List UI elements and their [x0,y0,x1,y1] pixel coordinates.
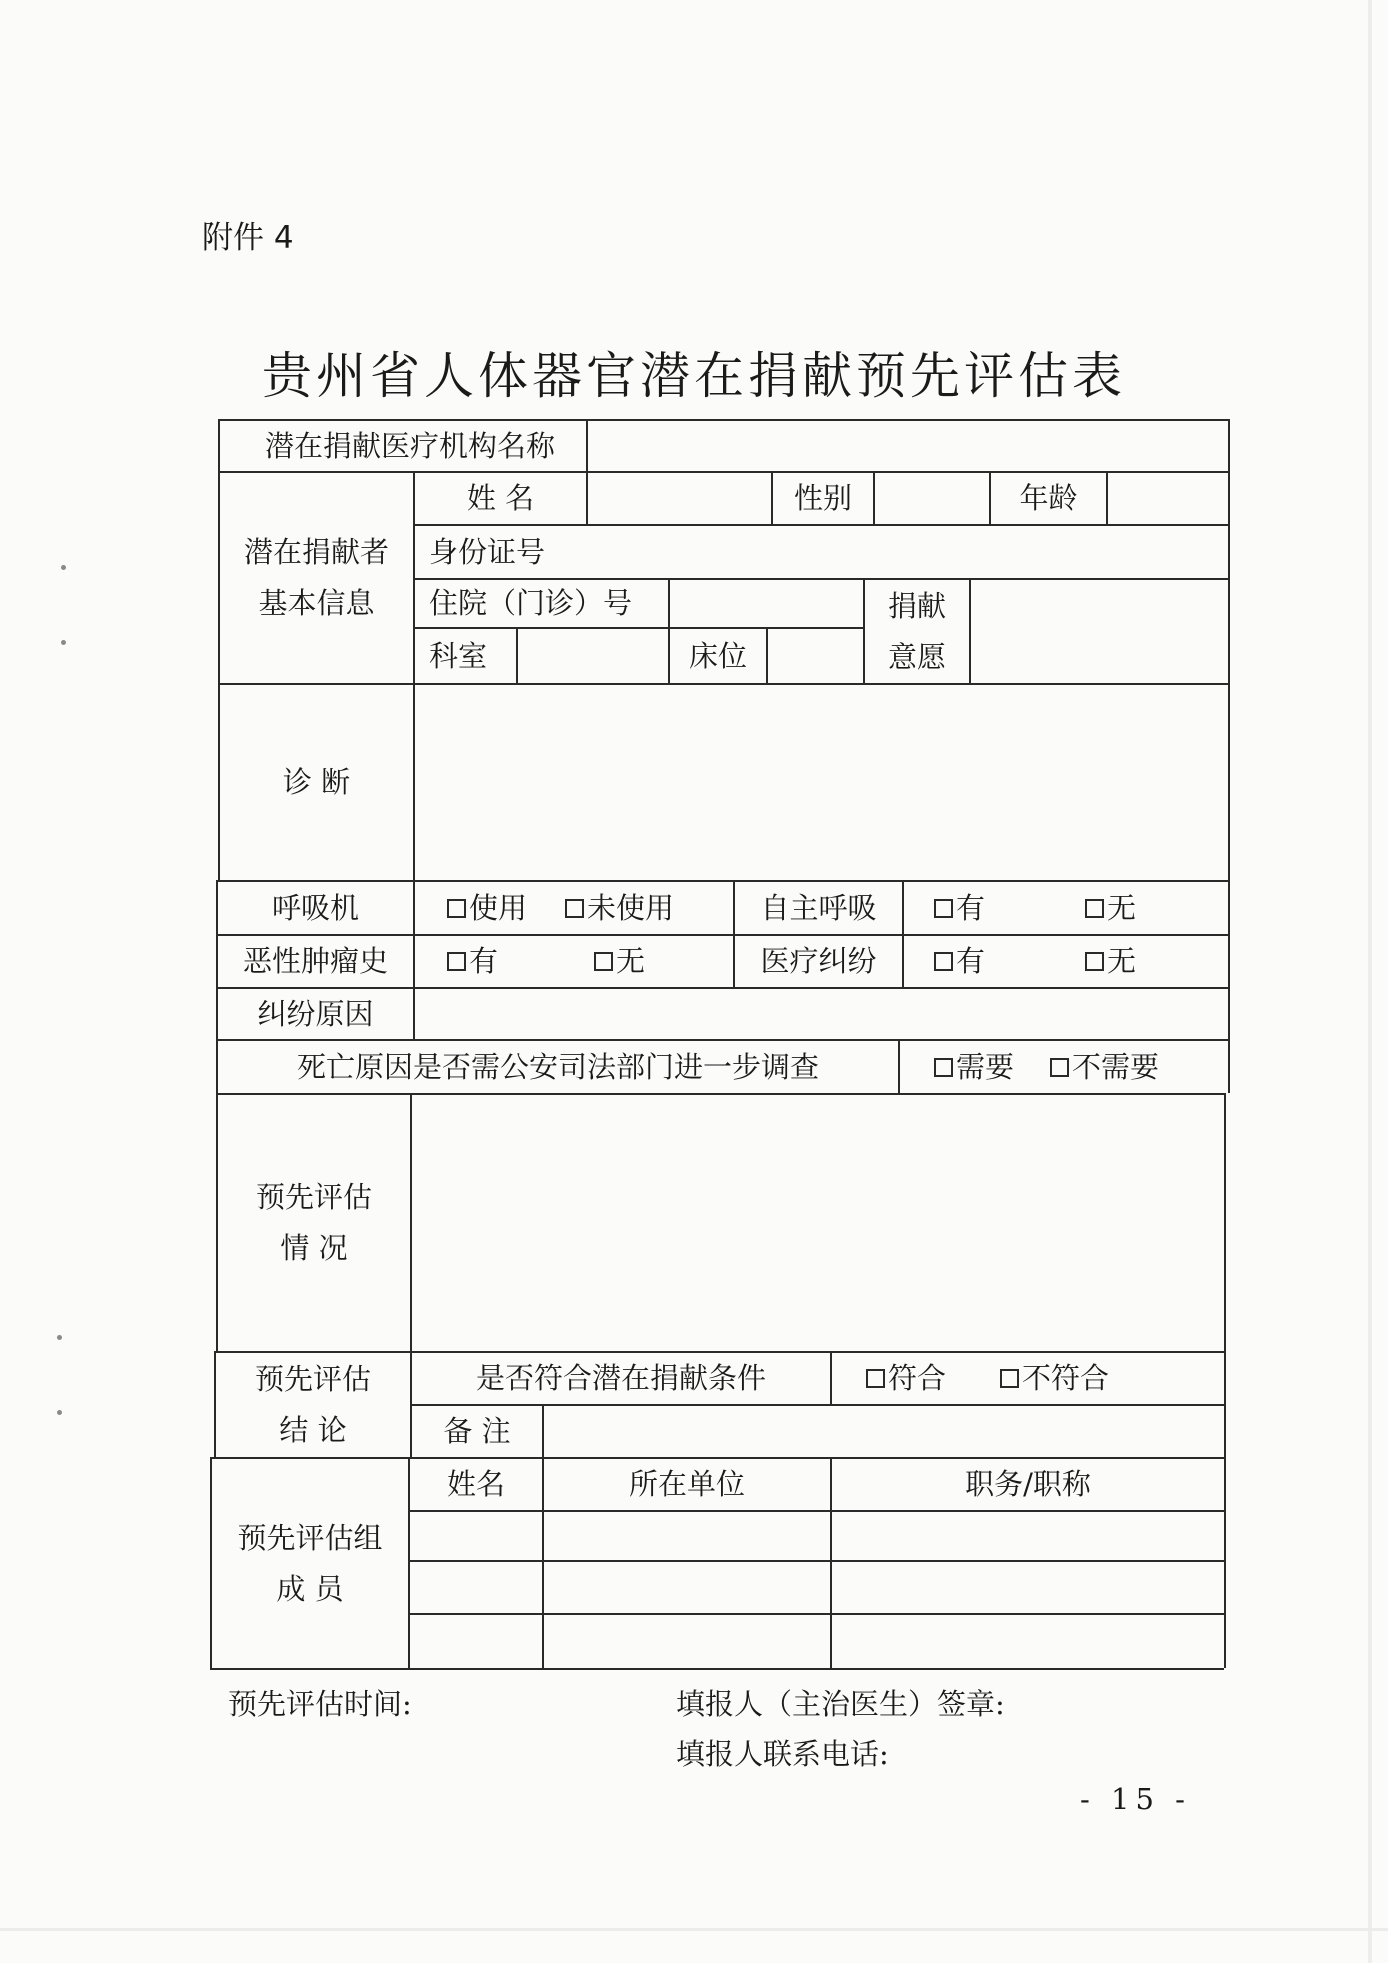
donation-will-label-line1: 捐献 [887,588,946,623]
investigation-label: 死亡原因是否需公安司法部门进一步调查 [296,1049,819,1084]
checkbox-icon [934,1058,953,1077]
team-label [212,1459,408,1668]
dispute-reason-field[interactable] [415,989,1228,1039]
team-title-field[interactable] [832,1562,1224,1613]
team-col-unit: 所在单位 [628,1467,745,1502]
checkbox-icon [934,899,953,918]
team-title-field[interactable] [832,1615,1224,1668]
checkbox-icon [1085,899,1104,918]
team-unit-field[interactable] [544,1512,830,1560]
meets-conditions-label: 是否符合潜在捐献条件 [475,1361,766,1396]
team-unit-field[interactable] [544,1562,830,1613]
checkbox-icon [565,899,584,918]
team-label-line2: 成 员 [276,1571,344,1606]
page-number: - 15 - [1080,1782,1191,1816]
tumor-yes-label: 有 [469,944,499,979]
meets-yes-checkbox[interactable] [866,1353,946,1404]
checkbox-icon [447,899,466,918]
donation-will-label-line2: 意愿 [887,639,946,674]
donor-section-label-line2: 基本信息 [258,586,375,620]
breathing-no-label: 无 [1107,890,1137,925]
ventilator-unused-checkbox[interactable] [565,883,674,934]
gender-field[interactable] [875,473,989,524]
assessment-label-line1: 预先评估 [255,1180,372,1215]
team-name-field[interactable] [410,1562,542,1613]
team-col-name: 姓名 [446,1467,505,1502]
checkbox-icon [447,952,466,971]
assessment-time-label: 预先评估时间: [228,1687,412,1721]
tumor-yes-checkbox[interactable] [447,936,498,987]
assessment-field[interactable] [412,1095,1224,1351]
team-name-field[interactable] [410,1615,542,1668]
donor-section-label [220,473,413,683]
team-title-field[interactable] [832,1512,1224,1560]
checkbox-icon [1000,1369,1019,1388]
checkbox-icon [594,952,613,971]
name-field[interactable] [588,473,771,524]
institution-field[interactable] [588,421,1228,471]
team-col-title: 职务/职称 [965,1467,1091,1502]
scan-speck [57,1335,62,1340]
spontaneous-breathing-options [904,882,1228,934]
reporter-phone-label: 填报人联系电话: [676,1737,889,1771]
dispute-no-label: 无 [1107,944,1137,979]
page-title: 贵州省人体器官潜在捐献预先评估表 [262,347,1126,405]
tumor-history-options [415,936,733,987]
breathing-no-checkbox[interactable] [1085,883,1136,934]
conclusion-label-line1: 预先评估 [254,1362,371,1397]
ventilator-used-checkbox[interactable] [447,883,527,934]
conclusion-label-line2: 结 论 [279,1413,347,1447]
donation-will-field[interactable] [971,580,1228,683]
meets-no-checkbox[interactable] [1000,1353,1109,1404]
checkbox-icon [866,1369,885,1388]
institution-label: 潜在捐献医疗机构名称 [264,428,555,463]
scan-edge [0,1928,1388,1931]
breathing-yes-label: 有 [956,890,986,925]
scan-speck [61,640,66,645]
team-name-field[interactable] [410,1512,542,1560]
diagnosis-field[interactable] [415,685,1228,880]
id-label: 身份证号 [429,534,546,569]
ventilator-used-label: 使用 [469,890,528,925]
name-label: 姓 名 [466,481,535,516]
bed-label: 床位 [688,638,747,673]
investigation-options [900,1041,1228,1093]
investigation-not-needed-checkbox[interactable] [1050,1042,1159,1093]
attachment-label: 附件 4 [202,220,294,256]
meets-no-label: 不符合 [1022,1361,1110,1396]
dispute-yes-checkbox[interactable] [934,936,985,987]
team-label-line1: 预先评估组 [237,1520,383,1555]
donor-section-label-line1: 潜在捐献者 [243,535,389,570]
department-field[interactable] [518,629,668,683]
ventilator-options [415,882,733,934]
tumor-no-checkbox[interactable] [594,936,645,987]
reporter-signature-label: 填报人（主治医生）签章: [676,1687,1005,1721]
checkbox-icon [1050,1058,1069,1077]
hospital-no-label: 住院（门诊）号 [429,586,633,621]
donation-will-label [865,580,969,683]
assessment-label [218,1095,410,1351]
age-label: 年龄 [1019,481,1078,516]
investigation-not-needed-label: 不需要 [1072,1049,1160,1084]
id-field[interactable] [588,526,1228,578]
gender-label: 性别 [793,481,852,516]
tumor-history-label: 恶性肿瘤史 [242,944,388,979]
meets-options [832,1353,1224,1404]
checkbox-icon [934,952,953,971]
tumor-no-label: 无 [616,944,646,979]
checkbox-icon [1085,952,1104,971]
bed-field[interactable] [768,629,863,683]
dispute-reason-label: 纠纷原因 [257,996,374,1031]
scan-speck [57,1410,62,1415]
ventilator-unused-label: 未使用 [587,890,675,925]
spontaneous-breathing-label: 自主呼吸 [760,890,877,925]
diagnosis-label: 诊 断 [282,765,351,800]
scan-speck [61,565,66,570]
remarks-field[interactable] [544,1406,1224,1457]
meets-yes-label: 符合 [888,1361,947,1396]
scan-edge [1368,0,1372,1963]
team-unit-field[interactable] [544,1615,830,1668]
investigation-needed-label: 需要 [956,1049,1015,1084]
assessment-label-line2: 情 况 [280,1231,348,1265]
ventilator-label: 呼吸机 [271,890,359,925]
dispute-yes-label: 有 [956,944,986,979]
medical-dispute-options [904,936,1228,987]
department-label: 科室 [429,638,488,673]
dispute-no-checkbox[interactable] [1085,936,1136,987]
investigation-needed-checkbox[interactable] [934,1042,1014,1093]
conclusion-label [216,1353,410,1457]
age-field[interactable] [1108,473,1228,524]
remarks-label: 备 注 [443,1414,511,1449]
hospital-no-field[interactable] [670,580,863,627]
breathing-yes-checkbox[interactable] [934,883,985,934]
medical-dispute-label: 医疗纠纷 [760,944,877,979]
